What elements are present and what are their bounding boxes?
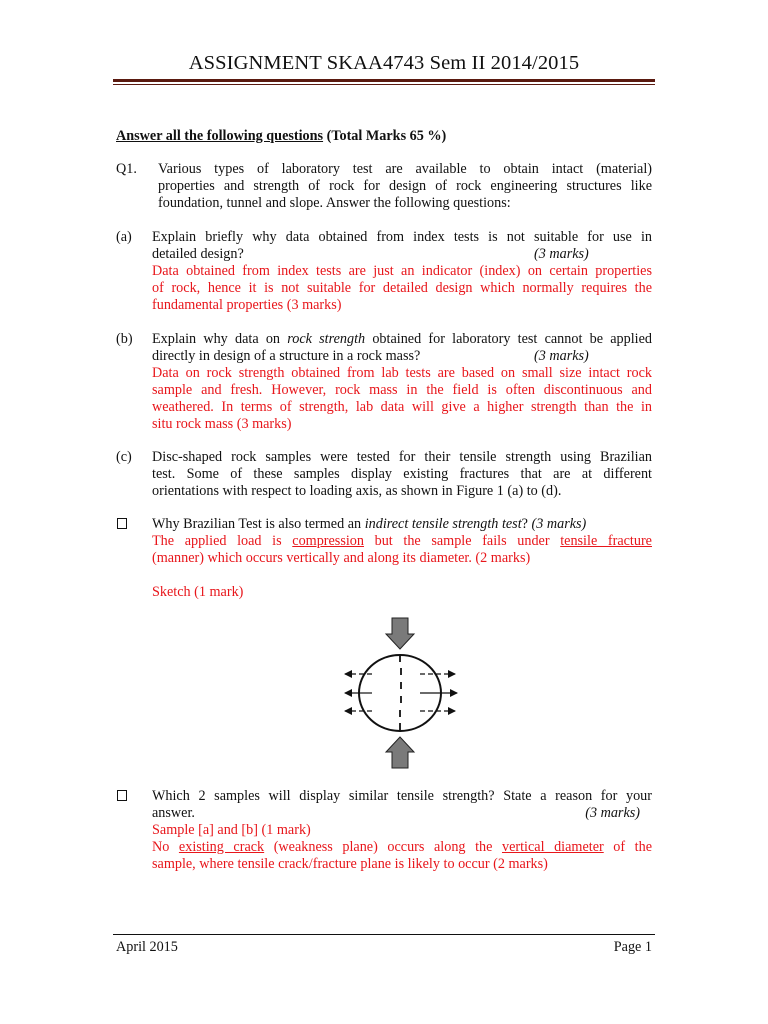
tensile-crack (400, 655, 401, 730)
sketch-label: Sketch (1 mark) (152, 584, 244, 600)
bullet1-text (152, 516, 652, 567)
qb-answer-line: weathered. In terms of strength, lab data will give a higher strength than the in (152, 399, 652, 415)
page-title: ASSIGNMENT SKAA4743 Sem II 2014/2015 (188, 52, 580, 74)
qa-answer-line: of rock, hence it is not suitable for detailed design which normally requires the (152, 280, 652, 296)
qa-answer-line: fundamental properties (3 marks) (152, 297, 342, 313)
footer-date: April 2015 (116, 939, 178, 955)
qb-answer-line: sample and fresh. However, rock mass in the field is often discontinuous and (152, 382, 652, 398)
qc-line: orientations with respect to loading axis, as shown in Figure 1 (a) to (d). (152, 483, 562, 499)
qa-question-line: Explain briefly why data obtained from index tests is not suitable for use in (152, 229, 652, 245)
instructions-marks: (Total Marks 65 %) (323, 128, 447, 144)
header-rule-thick (113, 79, 655, 82)
qa-label: (a) (116, 229, 132, 245)
checkbox-bullet-icon (117, 518, 127, 529)
bullet2-question-line: Which 2 samples will display similar tensile strength? State a reason for your (152, 788, 652, 804)
qb-answer-line: Data on rock strength obtained from lab tests are based on small size intact rock (152, 365, 652, 381)
q1-label: Q1. (116, 161, 137, 177)
footer-page-number: Page 1 (613, 939, 652, 955)
instructions-heading: Answer all the following questions (116, 128, 324, 144)
qa-answer-line: Data obtained from index tests are just an indicator (index) on certain properties (152, 263, 652, 279)
tension-arrows-left (345, 674, 372, 711)
q1-text (158, 161, 652, 212)
qc-line: Disc-shaped rock samples were tested for their tensile strength using Brazilian (152, 449, 652, 465)
qa-marks: (3 marks) (534, 246, 589, 262)
bullet2-answer-line: No existing crack (weakness plane) occurs along the vertical diameter of the (152, 839, 653, 855)
qc-line: test. Some of these samples display existing fractures that are at different (152, 466, 652, 482)
qc-label: (c) (116, 449, 132, 465)
qc-text (152, 449, 652, 500)
bullet2-answer-line: Sample [a] and [b] (1 mark) (152, 822, 311, 838)
qb-question-line: directly in design of a structure in a rock mass? (152, 348, 421, 364)
load-arrow-bottom-icon (386, 737, 414, 768)
qb-question-line: Explain why data on rock strength obtained for laboratory test cannot be applied (152, 331, 652, 347)
qb-text (152, 331, 652, 433)
qb-marks: (3 marks) (534, 348, 589, 364)
instructions (116, 128, 446, 145)
qb-label: (b) (116, 331, 133, 347)
qa-question-line: detailed design? (152, 246, 244, 262)
bullet2-question-line: answer. (152, 805, 195, 821)
qb-answer-line: situ rock mass (3 marks) (152, 416, 292, 432)
qa-text (152, 229, 652, 314)
bullet2-answer-line: sample, where tensile crack/fracture plane is likely to occur (2 marks) (152, 856, 548, 872)
q1-line: properties and strength of rock for design of rock engineering structures like (158, 178, 652, 194)
bullet2-marks: (3 marks) (585, 805, 640, 821)
header-rule-thin (113, 84, 655, 85)
q1-line: foundation, tunnel and slope. Answer the following questions: (158, 195, 511, 211)
bullet1-answer-line: (manner) which occurs vertically and along its diameter. (2 marks) (152, 550, 531, 566)
load-arrow-top-icon (386, 618, 414, 649)
brazilian-test-sketch (330, 612, 470, 774)
bullet2-text (152, 788, 652, 873)
bullet1-answer-line: The applied load is compression but the sample fails under tensile fracture (152, 533, 652, 549)
bullet1-question: Why Brazilian Test is also termed an indirect tensile strength test? (3 marks) (152, 516, 587, 532)
footer-rule (113, 934, 655, 935)
checkbox-bullet-icon (117, 790, 127, 801)
q1-line: Various types of laboratory test are available to obtain intact (material) (158, 161, 652, 177)
